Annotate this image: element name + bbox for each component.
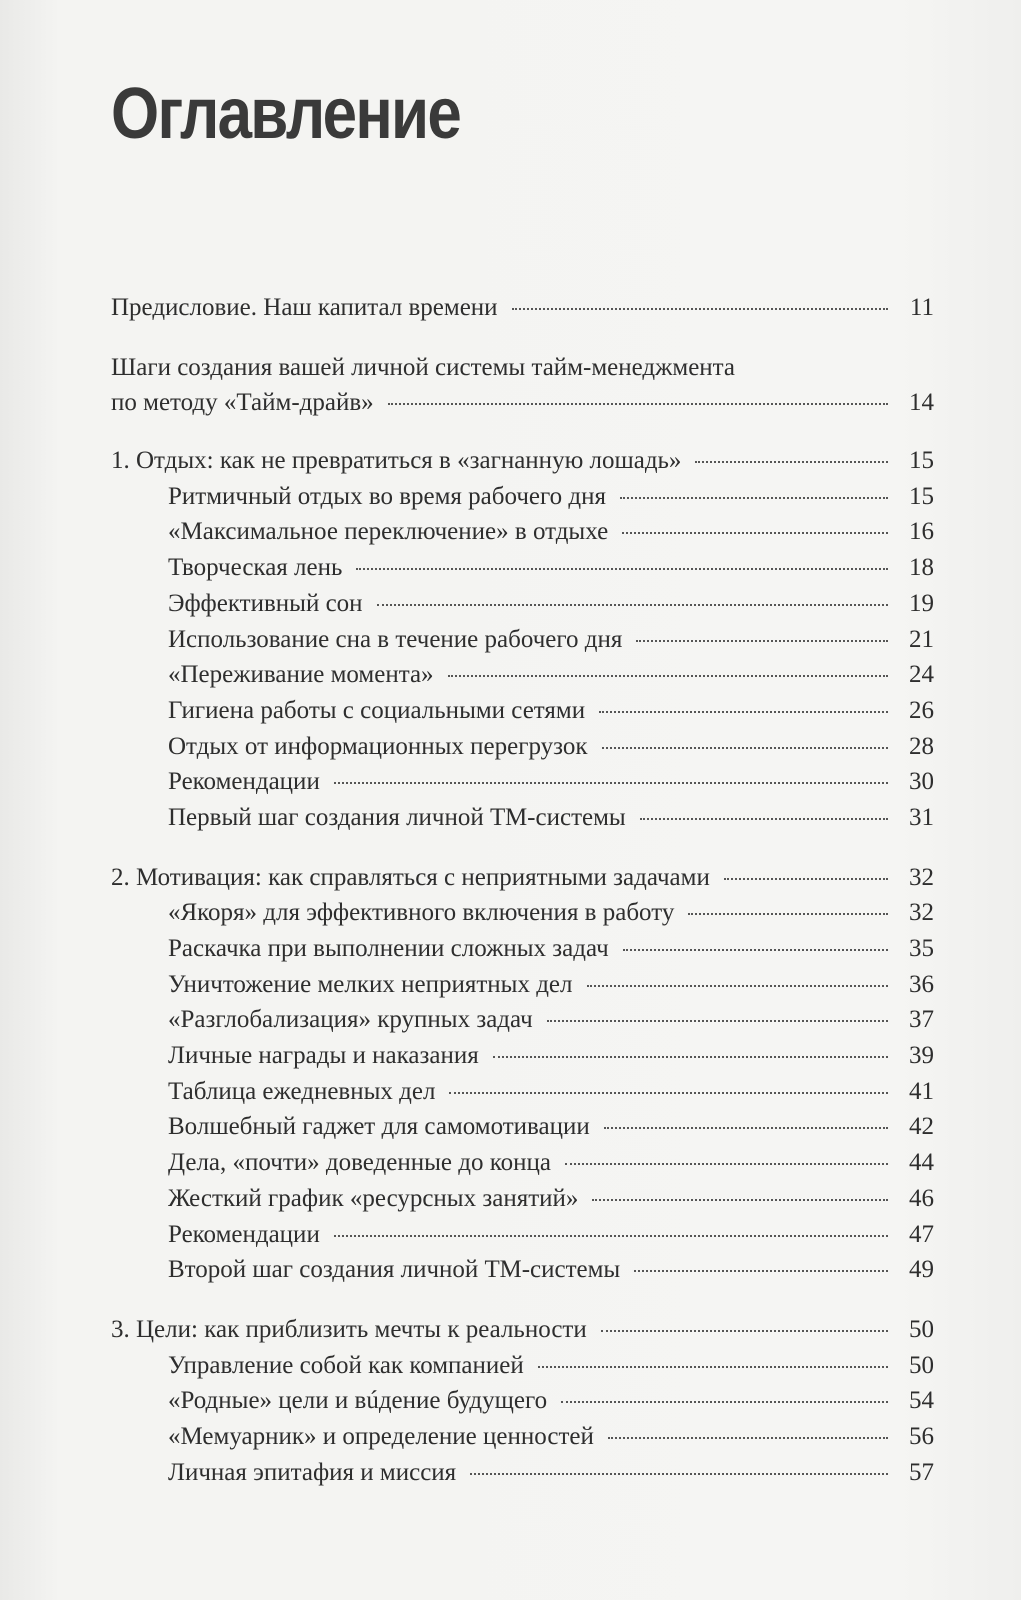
toc-page-number: 31 [909,803,934,831]
toc-entry-label: по методу «Тайм-драйв» [111,389,374,417]
toc-page-number: 18 [909,554,934,582]
dot-leader [636,640,888,642]
toc-section-entry [111,1181,934,1217]
toc-page-number: 42 [909,1113,934,1141]
toc-page-number: 15 [909,482,934,510]
toc-section-entry [111,1217,934,1253]
toc-section-label: Гигиена работы с социальными сетями [168,696,586,724]
dot-leader [608,1437,888,1439]
dot-leader [599,711,888,713]
dot-leader [448,675,888,677]
dot-leader [334,1235,888,1237]
toc-section-entry [111,479,934,515]
toc-page-number: 24 [909,661,934,689]
dot-leader [592,1199,888,1201]
toc-section-label: Второй шаг создания личной ТМ-системы [168,1256,621,1284]
toc-section-entry [111,1145,934,1181]
toc-section-entry [111,1383,934,1419]
toc-section-entry [111,1074,934,1110]
toc-section-label: Уничтожение мелких неприятных дел [168,970,573,998]
dot-leader [356,568,888,570]
dot-leader [512,308,888,310]
dot-leader [724,878,888,880]
toc-section-entry [111,550,934,586]
toc-page-number: 14 [909,389,934,417]
dot-leader [388,403,888,405]
toc-page-number: 26 [909,696,934,724]
toc-page-number: 41 [909,1077,934,1105]
toc-page-number: 39 [909,1042,934,1070]
toc-section-label: Жесткий график «ресурсных занятий» [168,1184,579,1212]
toc-section-entry [111,1252,934,1288]
toc-section-label: Таблица ежедневных дел [168,1077,436,1105]
toc-section-label: Использование сна в течение рабочего дня [168,625,623,653]
toc-page-number: 54 [909,1387,934,1415]
toc-entry-label: Предисловие. Наш капитал времени [111,294,498,321]
toc-section-entry [111,693,934,729]
dot-leader [634,1270,888,1272]
dot-leader [688,913,888,915]
toc-section-entry [111,764,934,800]
toc-page-number: 11 [909,294,934,321]
toc-section-entry [111,895,934,931]
toc-section-label: Эффективный сон [168,589,363,617]
table-of-contents [111,290,934,1490]
dot-leader [547,1020,888,1022]
toc-section-entry [111,657,934,693]
toc-section-entry [111,622,934,658]
toc-entry-preface [111,290,934,326]
toc-section-entry [111,1109,934,1145]
dot-leader [377,604,888,606]
toc-section-label: «Родные» цели и вúдение будущего [168,1387,548,1415]
toc-section-label: Личная эпитафия и миссия [168,1458,457,1486]
toc-page-number: 30 [909,768,934,796]
toc-page-number: 36 [909,970,934,998]
dot-leader [604,1127,888,1129]
toc-section-entry [111,1348,934,1384]
toc-page-number: 16 [909,518,934,546]
toc-section-label: «Переживание момента» [168,661,434,689]
toc-page-number: 50 [909,1351,934,1379]
toc-page-number: 50 [909,1315,934,1343]
toc-chapter-label: 1. Отдых: как не превратиться в «загнанную лошадь» [111,447,682,475]
toc-section-entry [111,800,934,836]
toc-page-number: 44 [909,1149,934,1177]
dot-leader [493,1056,888,1058]
toc-section-label: «Разглобализация» крупных задач [168,1006,533,1034]
dot-leader [622,532,888,534]
toc-entry-steps [111,385,934,421]
toc-section-entry [111,1455,934,1491]
toc-section-label: Дела, «почти» доведенные до конца [168,1149,551,1177]
toc-section-label: Рекомендации [168,768,320,796]
toc-entry-steps-line1: Шаги создания вашей личной системы тайм-менеджмента [111,353,736,381]
dot-leader [623,949,888,951]
dot-leader [538,1366,888,1368]
toc-section-entry [111,729,934,765]
toc-section-label: «Максимальное переключение» в отдыхе [168,518,609,546]
dot-leader [620,497,888,499]
toc-page-number: 32 [909,863,934,891]
dot-leader [449,1092,888,1094]
toc-page-number: 37 [909,1006,934,1034]
toc-section-label: Ритмичный отдых во время рабочего дня [168,482,606,510]
toc-section-label: Личные награды и наказания [168,1042,479,1070]
toc-section-entry [111,1002,934,1038]
toc-section-label: «Мемуарник» и определение ценностей [168,1422,594,1450]
dot-leader [561,1401,888,1403]
toc-chapter-1 [111,443,934,479]
page-title: Оглавление [111,74,461,154]
dot-leader [601,1330,888,1332]
toc-section-label: Отдых от информационных перегрузок [168,732,588,760]
dot-leader [640,818,888,820]
dot-leader [695,461,888,463]
toc-section-label: Волшебный гаджет для самомотивации [168,1113,590,1141]
toc-section-label: Раскачка при выполнении сложных задач [168,935,609,962]
dot-leader [334,782,888,784]
toc-page-number: 19 [909,589,934,617]
toc-page-number: 32 [909,899,934,927]
toc-section-entry [111,1038,934,1074]
toc-page-number: 47 [909,1220,934,1248]
toc-page-number: 46 [909,1184,934,1212]
dot-leader [602,747,888,749]
toc-section-label: «Якоря» для эффективного включения в работу [168,899,675,927]
toc-section-entry [111,1419,934,1455]
toc-chapter-label: 3. Цели: как приблизить мечты к реальности [111,1315,587,1343]
toc-section-label: Творческая лень [168,554,343,582]
toc-section-label: Первый шаг создания личной ТМ-системы [168,803,626,831]
toc-page-number: 21 [909,625,934,653]
toc-page-number: 57 [909,1458,934,1486]
toc-chapter-label: 2. Мотивация: как справляться с неприятными задачами [111,863,710,891]
toc-chapter-2 [111,860,934,896]
toc-page-number: 15 [909,447,934,475]
chapters-list [111,443,934,1490]
toc-chapter-3 [111,1312,934,1348]
toc-section-entry [111,586,934,622]
toc-section-label: Управление собой как компанией [168,1351,524,1379]
toc-page-number: 56 [909,1422,934,1450]
toc-page-number: 35 [909,935,934,962]
toc-section-entry [111,931,934,967]
dot-leader [470,1473,888,1475]
toc-page-number: 49 [909,1256,934,1284]
dot-leader [565,1163,888,1165]
toc-page-number: 28 [909,732,934,760]
toc-section-entry [111,514,934,550]
dot-leader [587,985,889,987]
toc-section-entry [111,967,934,1003]
toc-section-label: Рекомендации [168,1220,320,1248]
